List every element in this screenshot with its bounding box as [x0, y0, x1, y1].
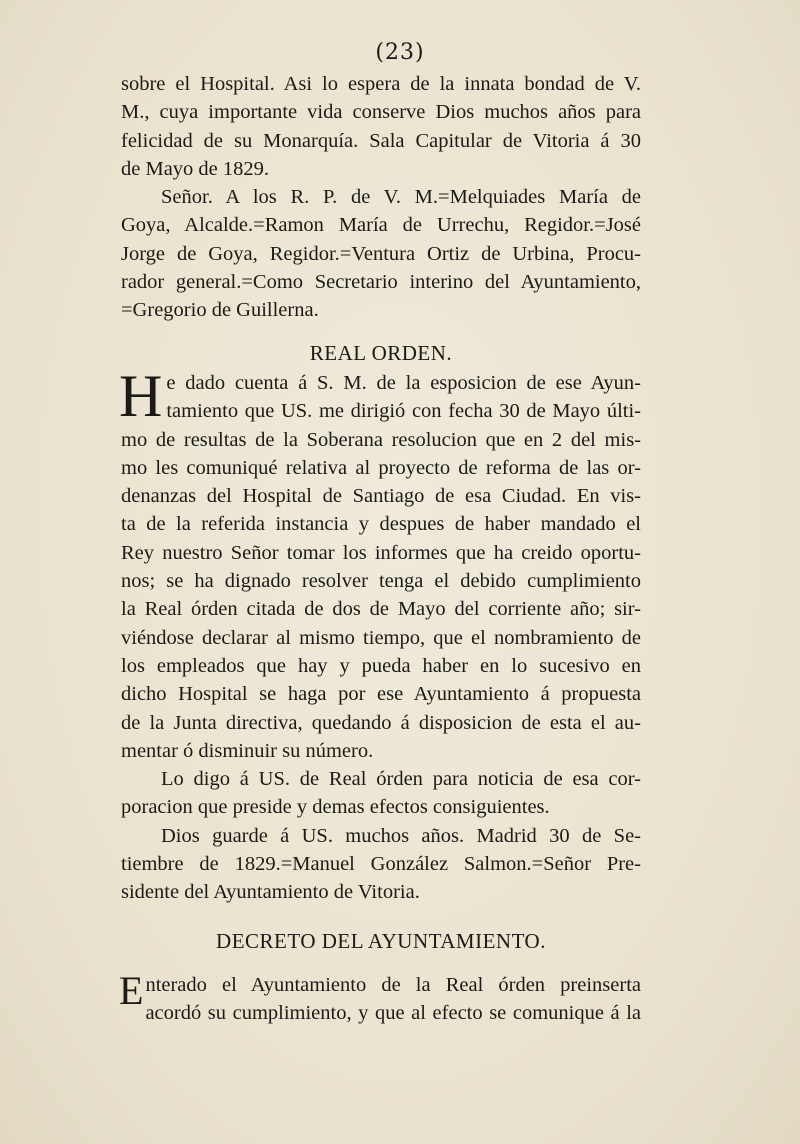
text-line: Jorge de Goya, Regidor.=Ventura Ortiz de Urbina, Procu-: [121, 242, 641, 265]
text-line: los empleados que hay y pueda haber en lo sucesivo en: [121, 654, 641, 677]
text-line: M., cuya importante vida conserve Dios muchos años para: [121, 101, 641, 124]
text-line: sidente del Ayuntamiento de Vitoria.: [121, 881, 420, 904]
text-line: Lo digo á US. de Real órden para noticia de esa cor-: [161, 768, 641, 791]
text-line: rador general.=Como Secretario interino del Ayuntamiento,: [121, 271, 641, 294]
real-orden-paragraph-2: [121, 765, 641, 822]
text-line: =Gregorio de Guillerna.: [121, 299, 319, 322]
section-heading-real-orden: REAL ORDEN.: [309, 340, 453, 365]
real-orden-paragraph-3: [121, 822, 641, 907]
text-line: mo les comuniqué relativa al proyecto de reforma de las or-: [121, 456, 641, 479]
text-line: viéndose declarar al mismo tiempo, que el nombramiento de: [121, 626, 641, 649]
text-line: poracion que preside y demas efectos consiguientes.: [121, 796, 550, 819]
text-line: dicho Hospital se haga por ese Ayuntamiento á propuesta: [121, 683, 641, 706]
text-line: acordó su cumplimiento, y que al efecto se comunique á la: [145, 1002, 641, 1025]
page-body: [121, 70, 641, 1028]
text-line: sobre el Hospital. Asi lo espera de la innata bondad de V.: [121, 73, 641, 95]
text-line: e dado cuenta á S. M. de la esposicion de ese Ayun-: [166, 371, 641, 394]
text-line: felicidad de su Monarquía. Sala Capitular de Vitoria á 30: [121, 129, 641, 152]
text-line: mo de resultas de la Soberana resolucion que en 2 del mis-: [121, 428, 641, 451]
text-line: tiembre de 1829.=Manuel González Salmon.=Señor Pre-: [121, 853, 641, 876]
section-heading-decreto: DECRETO DEL AYUNTAMIENTO.: [216, 928, 546, 953]
text-line: nos; se ha dignado resolver tenga el debido cumplimiento: [121, 570, 641, 593]
drop-cap: H: [119, 362, 163, 429]
text-line: Goya, Alcalde.=Ramon María de Urrechu, Regidor.=José: [121, 214, 641, 237]
closing-paragraph: [121, 70, 641, 183]
text-line: Señor. A los R. P. de V. M.=Melquiades María de: [161, 186, 641, 209]
text-line: Rey nuestro Señor tomar los informes que ha creido oportu-: [121, 541, 641, 564]
text-line: tamiento que US. me dirigió con fecha 30 de Mayo últi-: [166, 400, 641, 423]
text-line: de la Junta directiva, quedando á disposicion de esta el au-: [121, 711, 641, 734]
page-number: (23): [375, 40, 425, 65]
text-line: mentar ó disminuir su número.: [121, 739, 374, 762]
text-line: ta de la referida instancia y despues de haber mandado el: [121, 513, 641, 536]
decreto-paragraph: [119, 967, 641, 1028]
text-line: Dios guarde á US. muchos años. Madrid 30 de Se-: [161, 824, 641, 847]
text-line: la Real órden citada de dos de Mayo del corriente año; sir-: [121, 598, 641, 621]
signatures-paragraph: [121, 183, 641, 324]
text-line: nterado el Ayuntamiento de la Real órden preinserta: [145, 973, 641, 996]
drop-cap: E: [119, 967, 144, 1013]
text-line: denanzas del Hospital de Santiago de esa Ciudad. En vis-: [121, 485, 641, 508]
text-line: de Mayo de 1829.: [121, 157, 270, 180]
real-orden-paragraph: [119, 362, 641, 765]
